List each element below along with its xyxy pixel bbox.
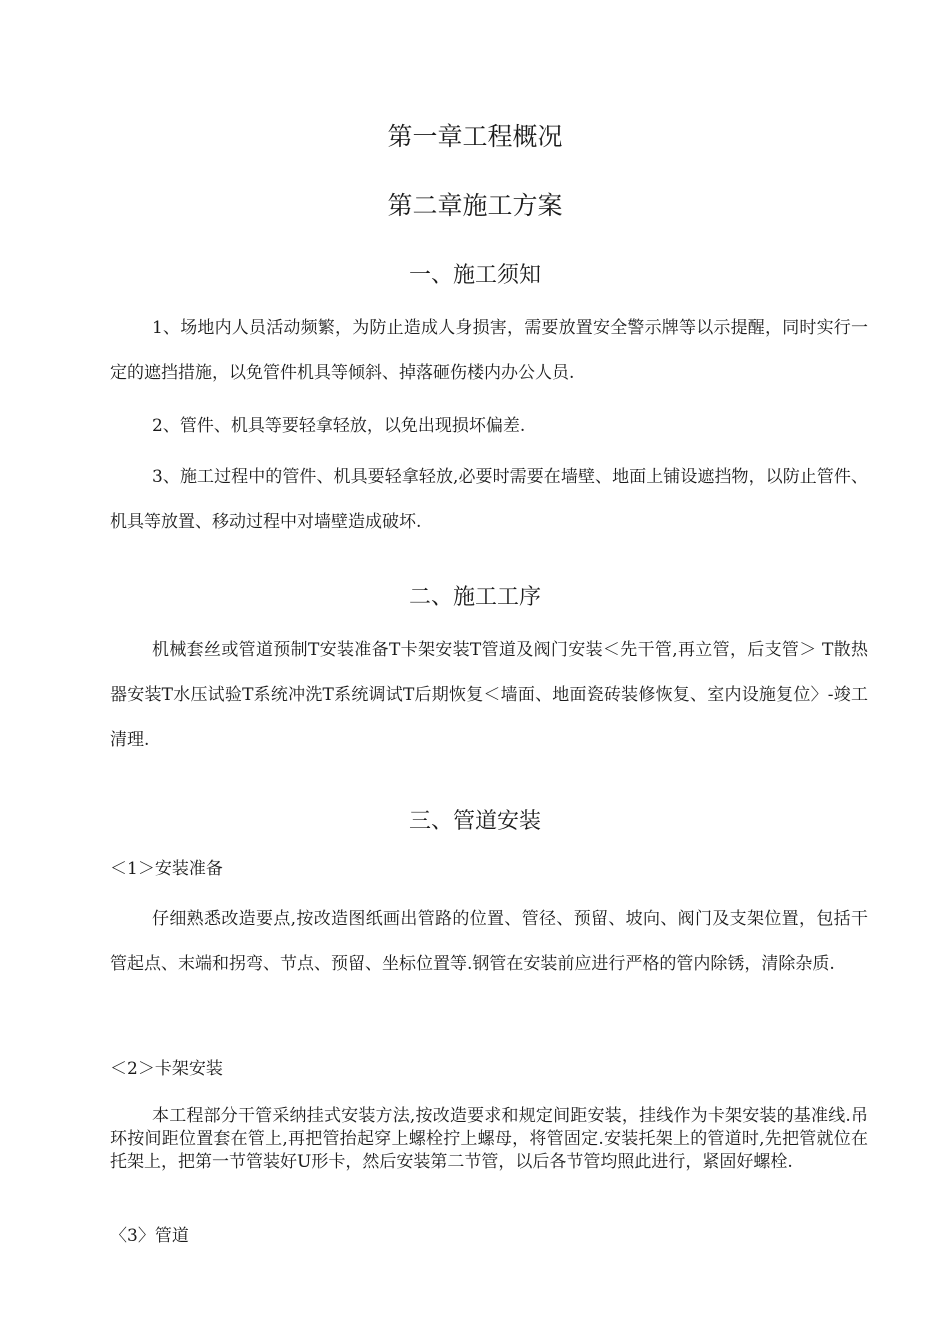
section-1-paragraph-1: 1、场地内人员活动频繁，为防止造成人身损害，需要放置安全警示牌等以示提醒，同时实行一定的遮挡措施，以免管件机具等倾斜、掉落砸伤楼内办公人员. [110,318,868,383]
chapter-2-title: 第二章施工方案 [387,191,563,220]
section-1-paragraph-3: 3、施工过程中的管件、机具要轻拿轻放,必要时需要在墙壁、地面上铺设遮挡物，以防止管件、机具等放置、移动过程中对墙壁造成破坏. [110,467,868,532]
section-2-title: 二、施工工序 [408,585,541,610]
section-2-paragraph-1: 机械套丝或管道预制T安装准备T卡架安装T管道及阀门安装＜先干管,再立管，后支管＞ T散热器安装T水压试验T系统冲洗T系统调试T后期恢复＜墙面、地面瓷砖装修恢复、室内设施复位〉-竣工清理. [110,640,868,750]
subsection-3-heading: 〈3〉管道 [110,1226,189,1246]
section-3-paragraph-1: 仔细熟悉改造要点,按改造图纸画出管路的位置、管径、预留、坡向、阀门及支架位置，包括干管起点、末端和拐弯、节点、预留、坐标位置等.钢管在安装前应进行严格的管内除锈，清除杂质. [110,909,868,974]
subsection-2-heading: ＜2＞卡架安装 [110,1059,223,1079]
section-3-title: 三、管道安装 [408,809,541,834]
subsection-1-heading: ＜1＞安装准备 [110,859,223,879]
chapter-1-title: 第一章工程概况 [387,122,563,151]
section-3-paragraph-2: 本工程部分干管采纳挂式安装方法,按改造要求和规定间距安装，挂线作为卡架安装的基准线.吊环按间距位置套在管上,再把管抬起穿上螺栓拧上螺母，将管固定.安装托架上的管道时,先把管就位在托架上，把第一节管装好U形卡，然后安装第二节管，以后各节管均照此进行，紧固好螺栓. [110,1106,868,1172]
section-1-title: 一、施工须知 [408,263,541,288]
section-1-paragraph-2: 2、管件、机具等要轻拿轻放，以免出现损坏偏差. [152,416,526,436]
